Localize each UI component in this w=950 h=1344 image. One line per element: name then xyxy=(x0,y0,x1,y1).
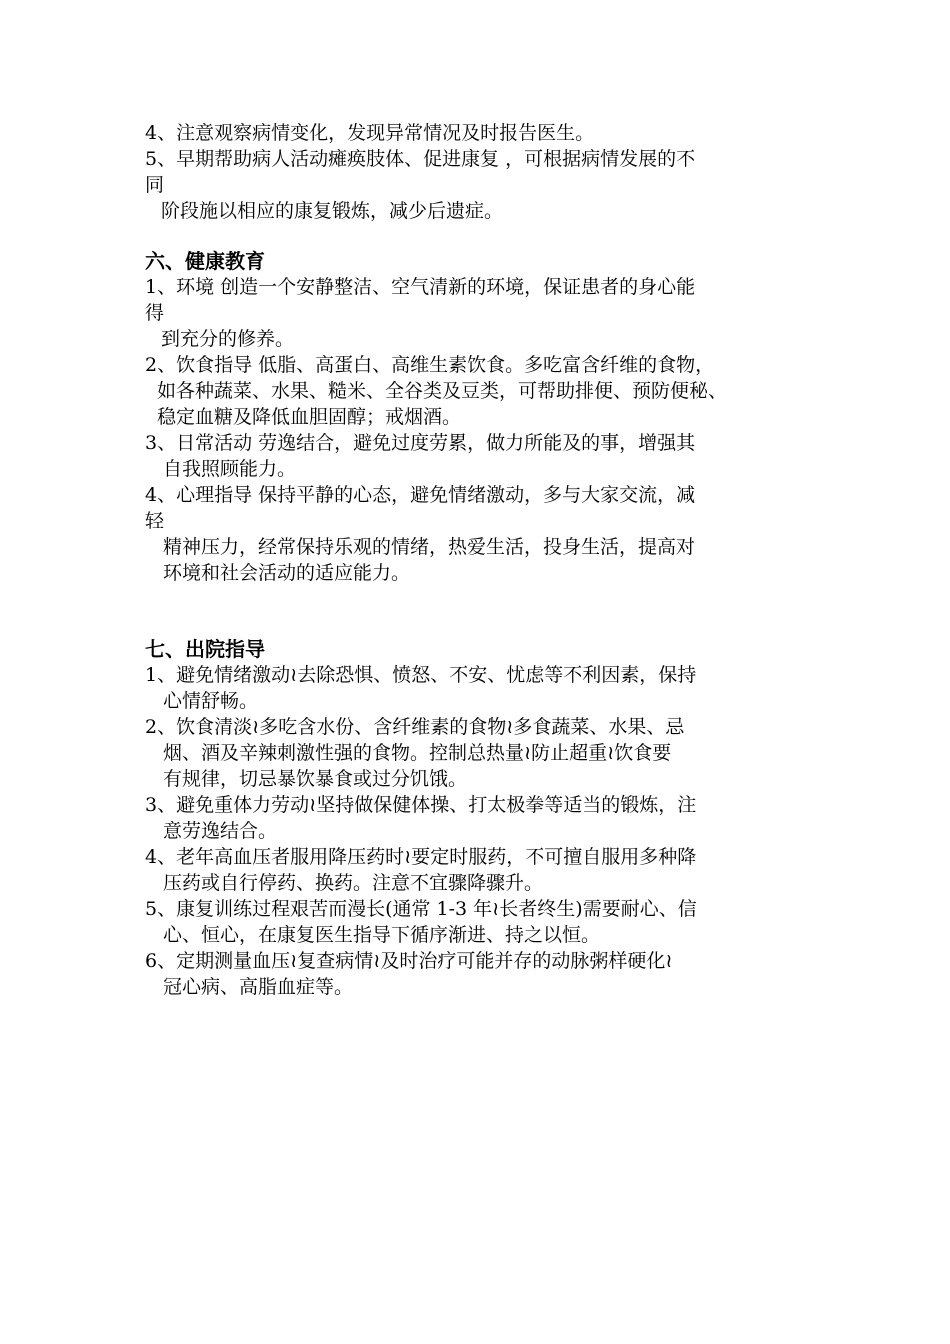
section7-item3-line1: 3、避免重体力劳动≀坚持做保健体操、打太极拳等适当的锻炼，注 xyxy=(145,794,697,816)
section6-item4-line2: 轻 xyxy=(145,510,165,532)
section6-item4-line4: 环境和社会活动的适应能力。 xyxy=(163,562,411,584)
section5-item4: 4、注意观察病情变化，发现异常情况及时报告医生。 xyxy=(145,122,595,144)
section5-item5-line3: 阶段施以相应的康复锻炼，减少后遗症。 xyxy=(161,200,504,222)
section6-item3-line1: 3、日常活动 劳逸结合，避免过度劳累，做力所能及的事，增强其 xyxy=(145,432,696,454)
section7-item5-line1: 5、康复训练过程艰苦而漫长(通常 1-3 年≀长者终生)需要耐心、信 xyxy=(145,898,697,920)
section6-item1-line3: 到充分的修养。 xyxy=(161,328,295,350)
section7-item5-line2: 心、恒心，在康复医生指导下循序渐进、持之以恒。 xyxy=(163,924,601,946)
section7-item6-line2: 冠心病、高脂血症等。 xyxy=(163,976,354,998)
document-page xyxy=(145,120,825,1000)
section6-item1-line1: 1、环境 创造一个安静整洁、空气清新的环境，保证患者的身心能 xyxy=(145,276,696,298)
section6-item2-line3: 稳定血糖及降低血胆固醇；戒烟酒。 xyxy=(157,406,462,428)
section6-heading: 六、健康教育 xyxy=(145,249,265,273)
section7-item4-line2: 压药或自行停药、换药。注意不宜骤降骤升。 xyxy=(163,872,544,894)
section6-item1-line2: 得 xyxy=(145,302,165,324)
section7-heading: 七、出院指导 xyxy=(145,637,265,661)
section6-item2-line1: 2、饮食指导 低脂、高蛋白、高维生素饮食。多吃富含纤维的食物， xyxy=(145,354,715,376)
section7-item6-line1: 6、定期测量血压≀复查病情≀及时治疗可能并存的动脉粥样硬化≀ xyxy=(145,950,673,972)
section7-item1-line1: 1、避免情绪激动≀去除恐惧、愤怒、不安、忧虑等不利因素，保持 xyxy=(145,664,697,686)
section6-item4-line1: 4、心理指导 保持平静的心态，避免情绪激动，多与大家交流，减 xyxy=(145,484,696,506)
section6-item3-line2: 自我照顾能力。 xyxy=(163,458,297,480)
section5-item5-line1: 5、早期帮助病人活动瘫痪肢体、促进康复 ，可根据病情发展的不 xyxy=(145,148,696,170)
section7-item2-line1: 2、饮食清淡≀多吃含水份、含纤维素的食物≀多食蔬菜、水果、忌 xyxy=(145,716,685,738)
section5-item5-line2: 同 xyxy=(145,174,165,196)
section6-item4-line3: 精神压力，经常保持乐观的情绪，热爱生活，投身生活，提高对 xyxy=(163,536,696,558)
section7-item1-line2: 心情舒畅。 xyxy=(163,690,259,712)
section7-item2-line3: 有规律，切忌暴饮暴食或过分饥饿。 xyxy=(163,768,468,790)
section6-item2-line2: 如各种蔬菜、水果、糙米、全谷类及豆类，可帮助排便、预防便秘、 xyxy=(157,380,728,402)
section7-item4-line1: 4、老年高血压者服用降压药时≀要定时服药，不可擅自服用多种降 xyxy=(145,846,697,868)
section7-item2-line2: 烟、酒及辛辣刺激性强的食物。控制总热量≀防止超重≀饮食要 xyxy=(163,742,672,764)
section7-item3-line2: 意劳逸结合。 xyxy=(163,820,278,842)
